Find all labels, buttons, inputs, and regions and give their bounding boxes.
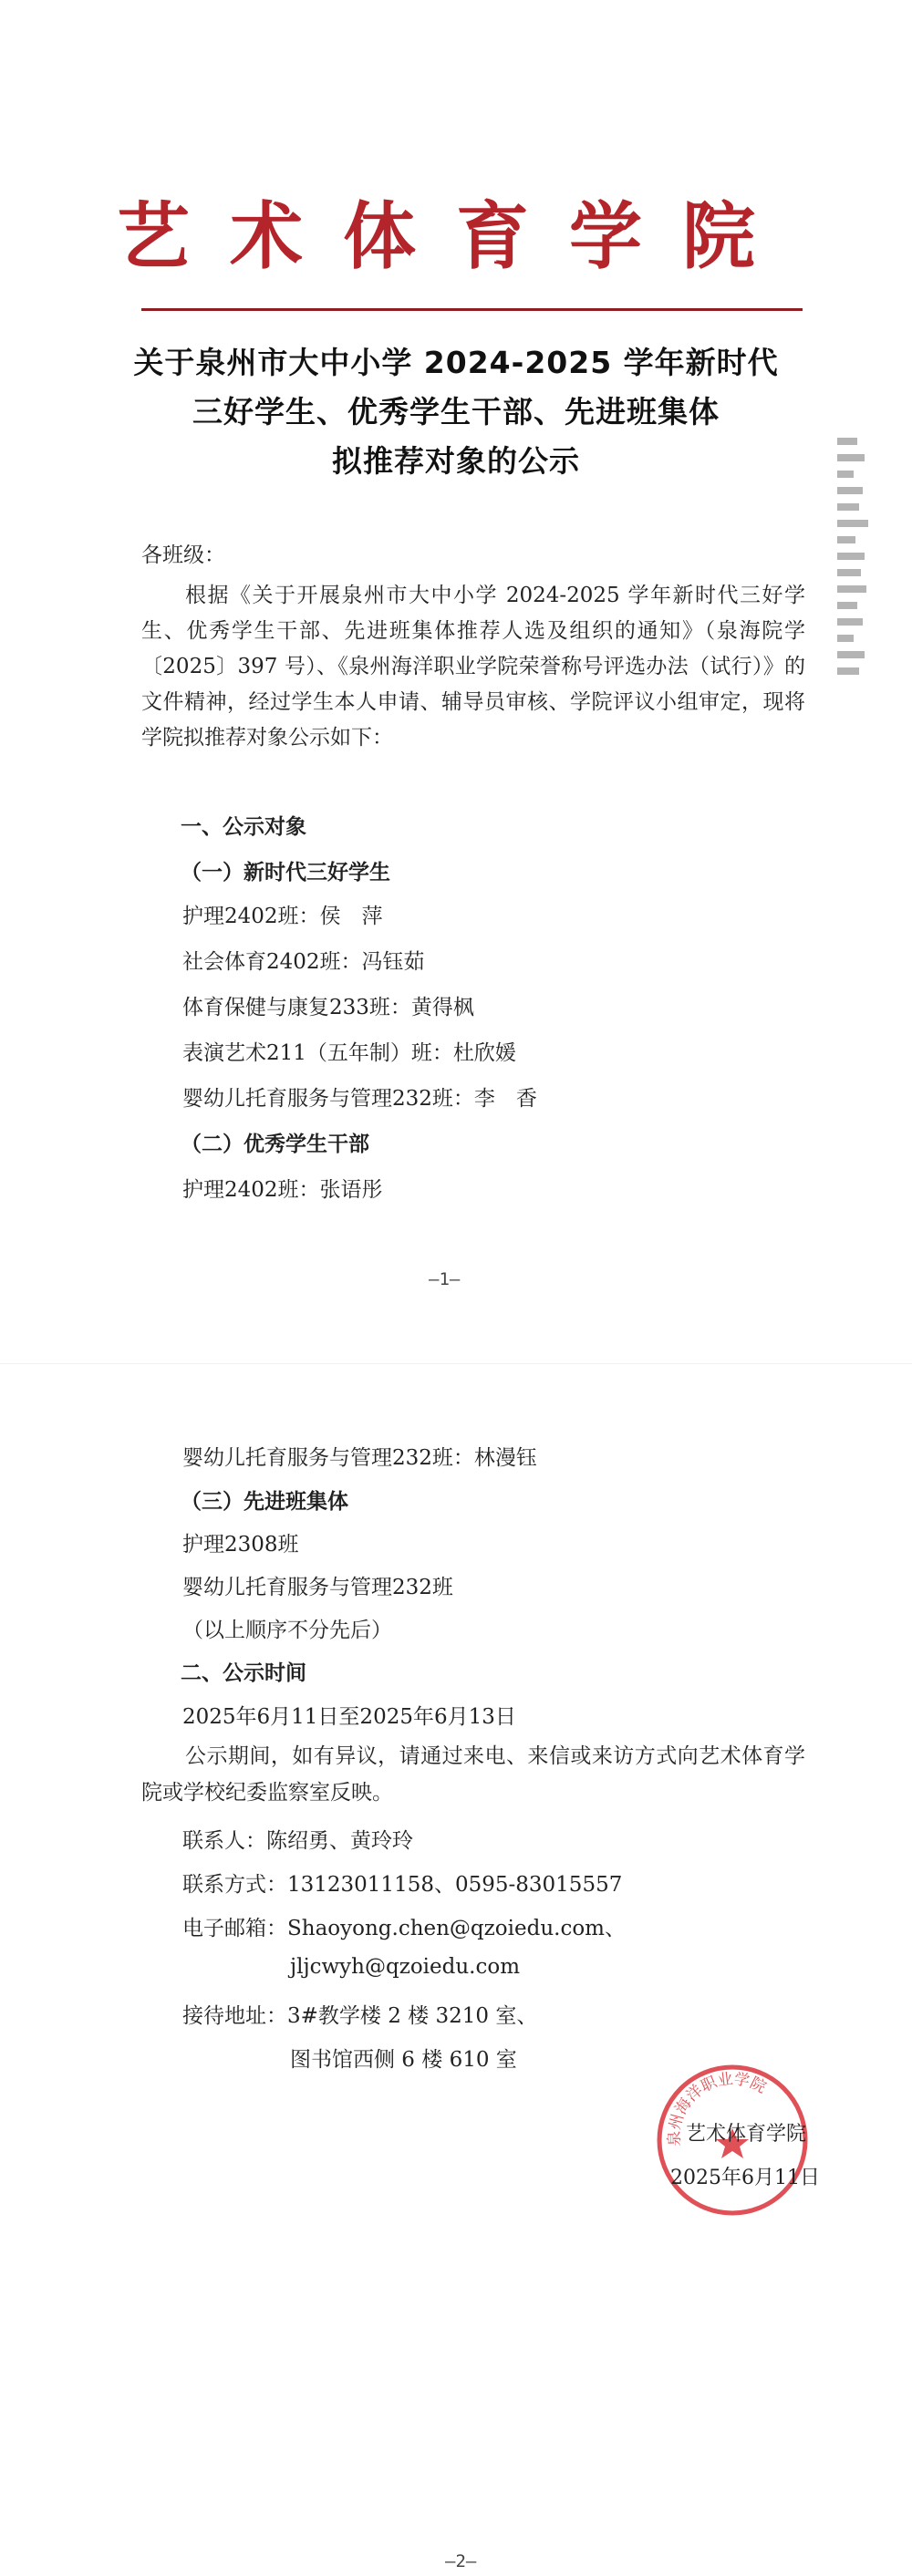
- email-line-1: 电子邮箱：Shaoyong.chen@qzoiedu.com、: [182, 1917, 626, 1940]
- scan-edge-marks: [837, 429, 892, 684]
- page-number-2: —2—: [445, 2551, 477, 2571]
- address-line-2: 图书馆西侧 6 楼 610 室: [290, 2048, 517, 2072]
- section-heading-2: 二、公示时间: [181, 1661, 306, 1685]
- contact-phone: 联系方式：13123011158、0595-83015557: [182, 1873, 623, 1897]
- title-line-3: 拟推荐对象的公示: [332, 443, 580, 479]
- salutation: 各班级：: [141, 543, 225, 567]
- header-rule: [141, 308, 803, 311]
- list-item: 社会体育2402班：冯钰茹: [182, 950, 425, 974]
- objection-paragraph: 公示期间，如有异议，请通过来电、来信或来访方式向艺术体育学院或学校纪委监察室反映。: [141, 1744, 805, 1805]
- page-number-1: —1—: [429, 1269, 461, 1289]
- contact-person: 联系人：陈绍勇、黄玲玲: [182, 1829, 413, 1853]
- signature-org: 艺术体育学院: [686, 2123, 807, 2146]
- page-divider: [0, 1363, 912, 1364]
- list-item: 婴幼儿托育服务与管理232班: [182, 1576, 453, 1599]
- list-item: 婴幼儿托育服务与管理232班：李 香: [182, 1087, 537, 1111]
- list-item: 婴幼儿托育服务与管理232班：林漫钰: [182, 1446, 537, 1470]
- title-line-2: 三好学生、优秀学生干部、先进班集体: [192, 394, 720, 429]
- email-line-2: jljcwyh@qzoiedu.com: [290, 1955, 521, 1979]
- address-line-1: 接待地址：3#教学楼 2 楼 3210 室、: [182, 2004, 538, 2028]
- subheading-banji: （三）先进班集体: [181, 1490, 348, 1514]
- list-item: 护理2308班: [182, 1533, 299, 1557]
- title-line-1: 关于泉州市大中小学 2024-2025 学年新时代: [133, 345, 779, 380]
- subheading-ganbu: （二）优秀学生干部: [181, 1133, 369, 1156]
- list-item: 护理2402班：侯 萍: [182, 905, 383, 928]
- section-heading-1: 一、公示对象: [181, 815, 306, 839]
- list-item: 护理2402班：张语彤: [182, 1178, 383, 1202]
- subheading-sanhao: （一）新时代三好学生: [181, 861, 390, 885]
- signature-date: 2025年6月11日: [670, 2167, 820, 2189]
- list-item: 体育保健与康复233班：黄得枫: [182, 996, 474, 1019]
- list-item: 表演艺术211（五年制）班：杜欣媛: [182, 1041, 516, 1065]
- org-header: 艺术体育学院: [117, 193, 795, 279]
- order-note: （以上顺序不分先后）: [182, 1619, 392, 1642]
- publicity-period: 2025年6月11日至2025年6月13日: [182, 1705, 516, 1729]
- seal-text: 泉州海洋职业学院: [665, 2070, 770, 2147]
- intro-paragraph: 根据《关于开展泉州市大中小学 2024-2025 学年新时代三好学生、优秀学生干部、先进班集体推荐人选及组织的通知》（泉海院学〔2025〕397 号）、《泉州海洋职业学院荣誉称号评选办法（试行）》的文件精神，经过学生本人申请、辅导员审核、学院评议小组审定，现将学院拟推荐对象公示如下：: [141, 584, 805, 750]
